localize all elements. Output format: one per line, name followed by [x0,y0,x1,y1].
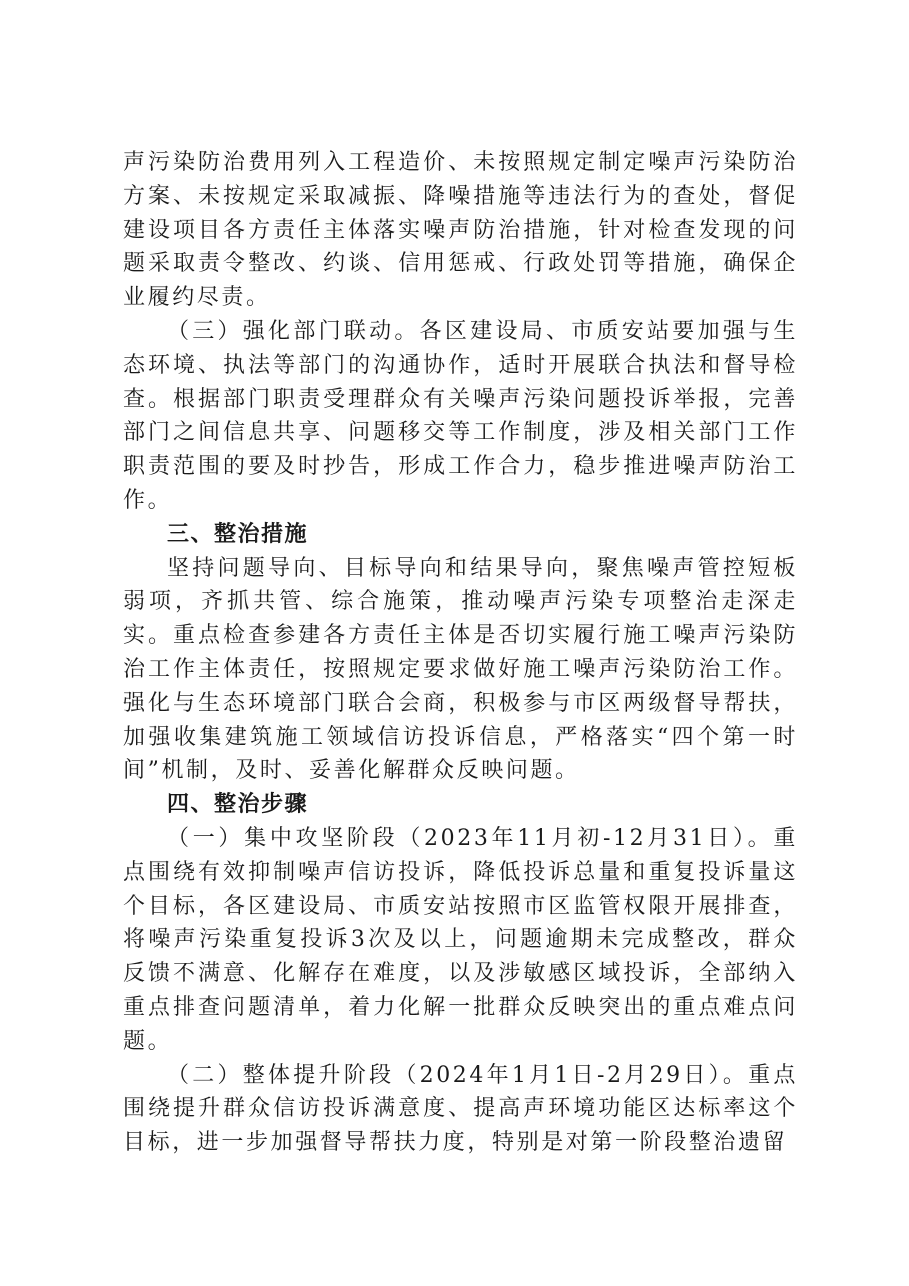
step-1-body: 重点围绕有效抑制噪声信访投诉，降低投诉总量和重复投诉量这个目标，各区建设局、市质安站按照市区监管权限开展排查，将噪声污染重复投诉3次及以上，问题逾期未完成整改，群众反馈不满意、化解存在难度，以及涉敏感区域投诉，全部纳入重点排查问题清单，着力化解一批群众反映突出的重点难点问题。 [123,825,798,1054]
section-3-paragraph: 坚持问题导向、目标导向和结果导向，聚焦噪声管控短板弱项，齐抓共管、综合施策，推动噪声污染专项整治走深走实。重点检查参建各方责任主体是否切实履行施工噪声污染防治工作主体责任，按照规定要求做好施工噪声污染防治工作。强化与生态环境部门联合会商，积极参与市区两级督导帮扶，加强收集建筑施工领域信访投诉信息，严格落实“四个第一时间”机制，及时、妥善化解群众反映问题。 [123,555,798,784]
item-3-body: 各区建设局、市质安站要加强与生态环境、执法等部门的沟通协作，适时开展联合执法和督导检查。根据部门职责受理群众有关噪声污染问题投诉举报，完善部门之间信息共享、问题移交等工作制度，涉及相关部门工作职责范围的要及时抄告，形成工作合力，稳步推进噪声防治工作。 [123,318,798,513]
item-3-paragraph [123,315,798,518]
step-2-body: 重点围绕提升群众信访投诉满意度、提高声环境功能区达标率这个目标，进一步加强督导帮扶力度，特别是对第一阶段整治遗留 [123,1062,799,1156]
section-4-heading: 四、整治步骤 [167,792,309,818]
step-1-paragraph [123,822,798,1059]
step-2-paragraph [123,1059,798,1160]
step-2-dates: （2024年1月1日-2月29日）。 [394,1062,749,1088]
step-1-title: （一）集中攻坚阶段 [167,825,399,851]
step-2-title: （二）整体提升阶段 [167,1062,395,1088]
document-body [123,146,798,1160]
section-3-heading: 三、整治措施 [167,521,309,547]
step-1-dates: （2023年11月初-12月31日）。 [398,825,774,851]
continuation-paragraph: 声污染防治费用列入工程造价、未按照规定制定噪声污染防治方案、未按规定采取减振、降噪措施等违法行为的查处，督促建设项目各方责任主体落实噪声防治措施，针对检查发现的问题采取责令整改、约谈、信用惩戒、行政处罚等措施，确保企业履约尽责。 [123,150,798,311]
item-3-title: （三）强化部门联动。 [167,318,420,344]
